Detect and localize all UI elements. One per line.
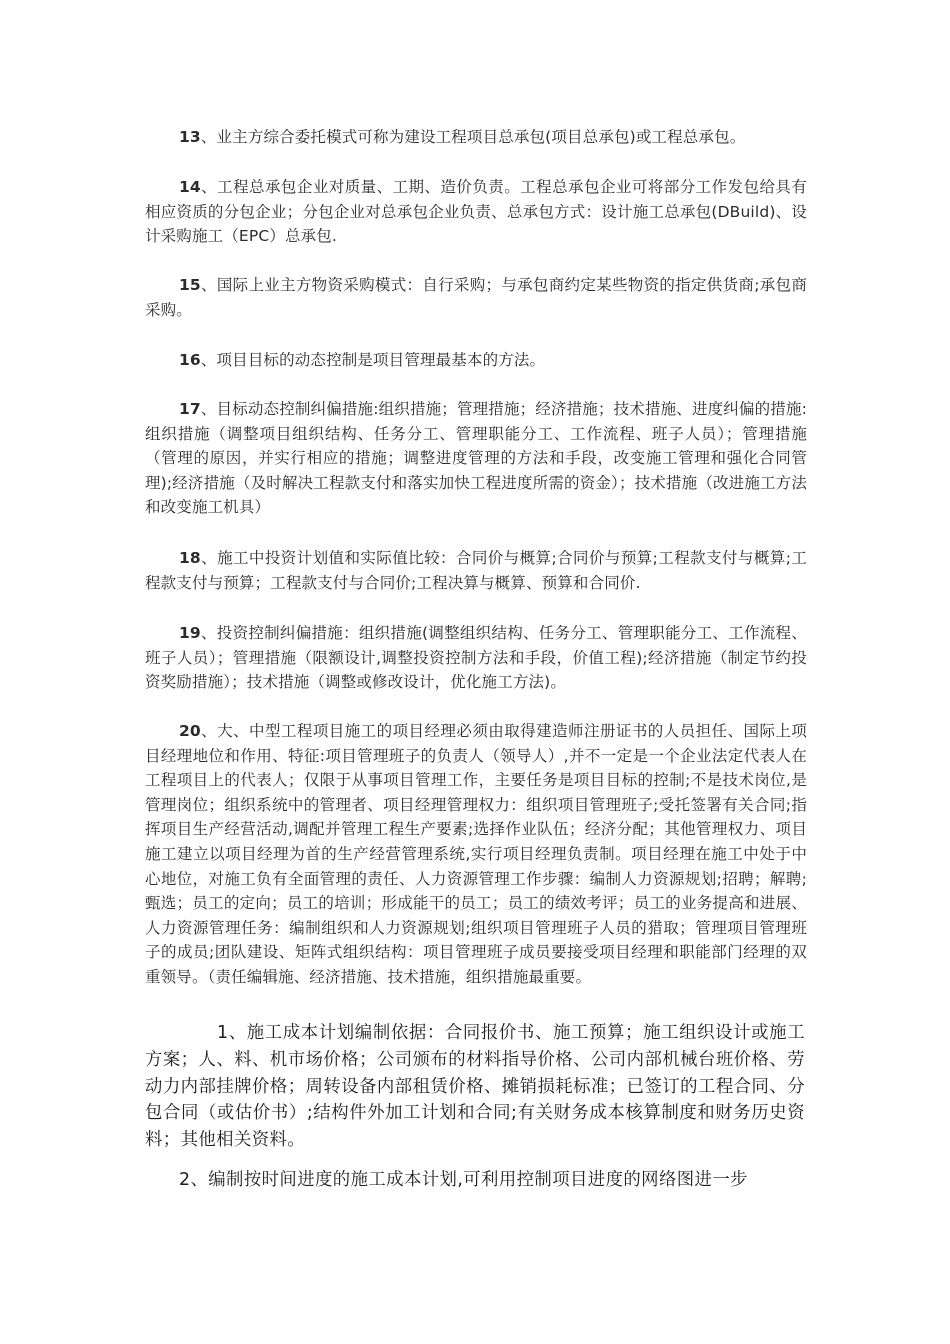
paragraph-number: 15: [179, 276, 201, 294]
paragraph-text: 、国际上业主方物资采购模式：自行采购；与承包商约定某些物资的指定供货商;承包商采购。: [145, 276, 807, 319]
paragraph-text: 1、施工成本计划编制依据：合同报价书、施工预算；施工组织设计或施工方案；人、料、机市场价格；公司颁布的材料指导价格、公司内部机械台班价格、劳动力内部挂牌价格；周转设备内部租赁价格、摊销损耗标准；已签订的工程合同、分包合同（或估价书）;结构件外加工计划和合同;有关财务成本核算制度和财务历史资料；其他相关资料。: [145, 1023, 805, 1151]
paragraph-18: [145, 546, 807, 595]
cost-plan-paragraph-2: [145, 1167, 805, 1194]
paragraph-text: 、目标动态控制纠偏措施:组织措施；管理措施；经济措施；技术措施、进度纠偏的措施:组织措施（调整项目组织结构、任务分工、管理职能分工、工作流程、班子人员）；管理措施（管理的原因，并实行相应的措施；调整进度管理的方法和手段，改变施工管理和强化合同管理);经济措施（及时解决工程款支付和落实加快工程进度所需的资金）；技术措施（改进施工方法和改变施工机具）: [145, 400, 807, 517]
paragraph-16: [145, 348, 807, 373]
paragraph-text: 、施工中投资计划值和实际值比较：合同价与概算;合同价与预算;工程款支付与概算;工程款支付与预算；工程款支付与合同价;工程决算与概算、预算和合同价.: [145, 549, 807, 592]
paragraph-number: 17: [179, 400, 201, 418]
paragraph-text: 、投资控制纠偏措施：组织措施(调整组织结构、任务分工、管理职能分工、工作流程、班子人员）；管理措施（限额设计,调整投资控制方法和手段，价值工程);经济措施（制定节约投资奖励措施）；技术措施（调整或修改设计，优化施工方法)。: [145, 624, 807, 692]
paragraph-17: [145, 397, 807, 520]
paragraph-19: [145, 621, 807, 695]
paragraph-20: [145, 719, 807, 990]
paragraph-text: 、大、中型工程项目施工的项目经理必须由取得建造师注册证书的人员担任、国际上项目经理地位和作用、特征:项目管理班子的负责人（领导人）,并不一定是一个企业法定代表人在工程项目上的代表人；仅限于从事项目管理工作，主要任务是项目目标的控制;不是技术岗位,是管理岗位；组织系统中的管理者、项目经理管理权力：组织项目管理班子;受托签署有关合同;指挥项目生产经营活动,调配并管理工程生产要素;选择作业队伍；经济分配；其他管理权力、项目施工建立以项目经理为首的生产经营管理系统,实行项目经理负责制。项目经理在施工中处于中心地位，对施工负有全面管理的责任、人力资源管理工作步骤：编制人力资源规划;招聘；解聘;甄选；员工的定向；员工的培训；形成能干的员工；员工的绩效考评；员工的业务提高和进展、人力资源管理任务：编制组织和人力资源规划;组织项目管理班子人员的猎取；管理项目管理班子的成员;团队建设、矩阵式组织结构：项目管理班子成员要接受项目经理和职能部门经理的双重领导。（责任编辑施、经济措施、技术措施，组织措施最重要。: [145, 722, 807, 986]
paragraph-number: 14: [179, 178, 201, 196]
paragraph-14: [145, 175, 807, 249]
paragraph-number: 18: [179, 549, 201, 567]
paragraph-13: [145, 125, 807, 150]
paragraph-text: 、项目目标的动态控制是项目管理最基本的方法。: [200, 351, 546, 369]
paragraph-number: 16: [179, 351, 201, 369]
paragraph-text: 2、编制按时间进度的施工成本计划,可利用控制项目进度的网络图进一步: [179, 1170, 748, 1190]
paragraph-text: 、业主方综合委托模式可称为建设工程项目总承包(项目总承包)或工程总承包。: [200, 128, 746, 146]
paragraph-text: 、工程总承包企业对质量、工期、造价负责。工程总承包企业可将部分工作发包给具有相应资质的分包企业；分包企业对总承包企业负责、总承包方式：设计施工总承包(DBuild)、设计采购施工（EPC）总承包.: [145, 178, 807, 246]
paragraph-number: 20: [179, 722, 201, 740]
paragraph-15: [145, 273, 807, 322]
paragraph-number: 13: [179, 128, 201, 146]
paragraph-number: 19: [179, 624, 201, 642]
cost-plan-paragraph-1: [145, 1020, 805, 1154]
